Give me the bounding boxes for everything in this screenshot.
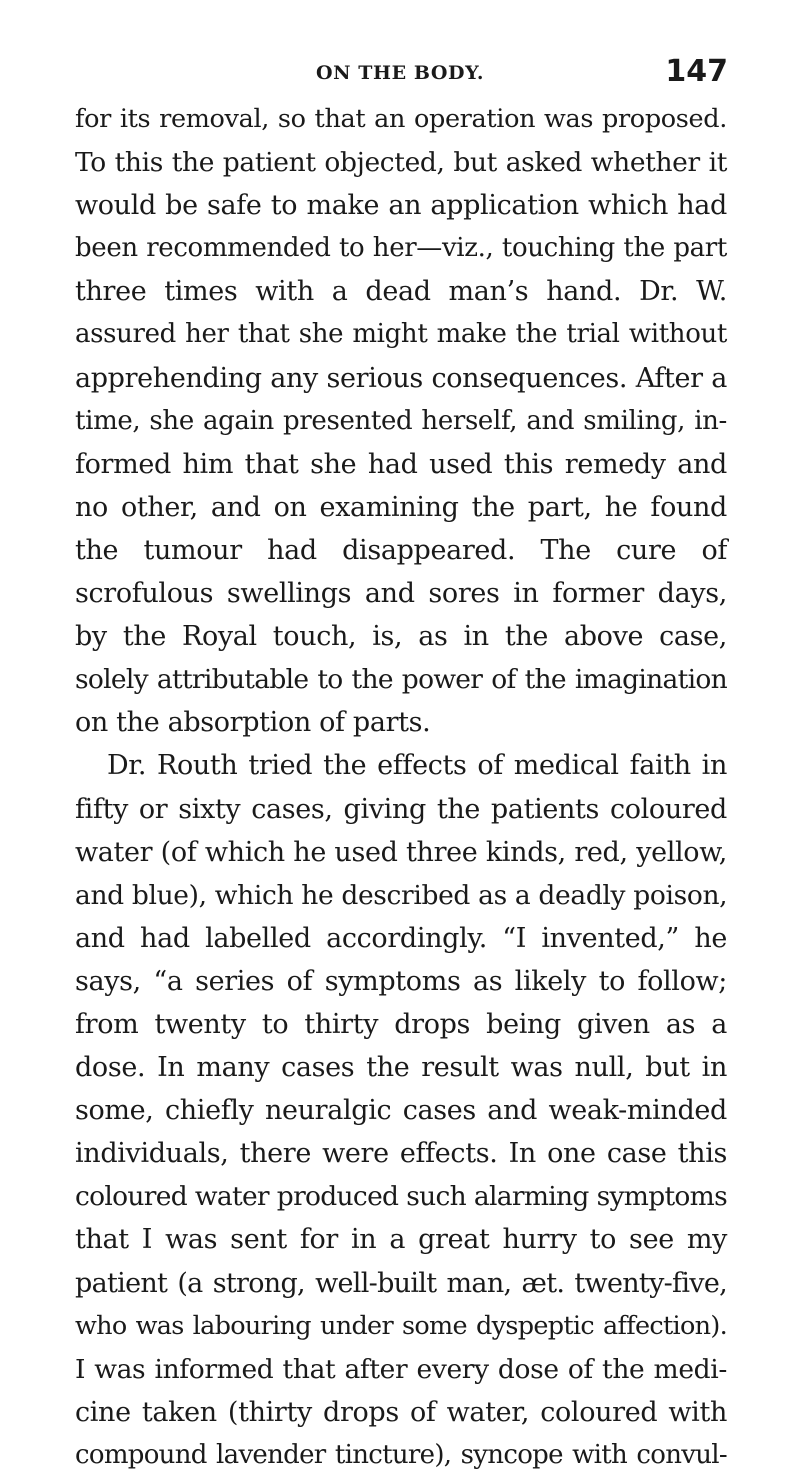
body-text (75, 98, 727, 1477)
text-line: solely attributable to the power of the imagination (75, 664, 727, 696)
text-line: been recommended to her—viz., touching the part (75, 233, 727, 264)
text-line: dose. In many cases the result was null, but in (75, 1052, 727, 1084)
text-line: scrofulous swellings and sores in former days, (75, 578, 727, 610)
running-head-title: ON THE BODY. (315, 62, 485, 84)
text-line: individuals, there were effects. In one case this (75, 1138, 727, 1170)
text-line: cine taken (thirty drops of water, coloured with (75, 1396, 727, 1428)
text-line: would be safe to make an application which had (75, 190, 727, 222)
text-line: assured her that she might make the trial without (75, 319, 727, 350)
text-line: no other, and on examining the part, he found (75, 491, 727, 523)
text-line: the tumour had disappeared. The cure of (75, 534, 727, 566)
text-line: water (of which he used three kinds, red, yellow, (75, 836, 727, 868)
text-line: fifty or sixty cases, giving the patients coloured (75, 793, 727, 825)
text-line: apprehending any serious consequences. After a (75, 362, 727, 394)
running-head (72, 54, 728, 89)
text-line: To this the patient objected, but asked whether it (75, 147, 727, 179)
text-line-paragraph-start: Dr. Routh tried the effects of medical faith in (107, 750, 727, 782)
text-line: time, she again presented herself, and smiling, in- (75, 405, 727, 436)
text-line: and blue), which he described as a deadly poison, (75, 879, 728, 911)
page-number: 147 (665, 54, 728, 89)
text-line: and had labelled accordingly. “I invented,” he (75, 922, 727, 954)
text-line: for its removal, so that an operation was proposed. (75, 104, 727, 134)
text-line: says, “a series of symptoms as likely to follow; (75, 965, 727, 997)
text-line: coloured water produced such alarming symptoms (75, 1181, 727, 1213)
text-line: some, chiefly neuralgic cases and weak-minded (75, 1095, 727, 1127)
text-line: who was labouring under some dyspeptic affection). (75, 1310, 727, 1341)
text-line: from twenty to thirty drops being given as a (75, 1008, 727, 1040)
text-line: I was informed that after every dose of the medi- (75, 1353, 727, 1385)
text-line: patient (a strong, well-built man, æt. twenty-five, (75, 1267, 727, 1299)
text-line-paragraph-end: on the absorption of parts. (75, 707, 431, 739)
text-line: compound lavender tincture), syncope with convul- (75, 1439, 727, 1470)
text-line: that I was sent for in a great hurry to see my (75, 1224, 727, 1256)
text-line: formed him that she had used this remedy and (75, 448, 727, 480)
text-line: three times with a dead man’s hand. Dr. W. (75, 276, 727, 308)
text-line: by the Royal touch, is, as in the above case, (75, 621, 727, 653)
